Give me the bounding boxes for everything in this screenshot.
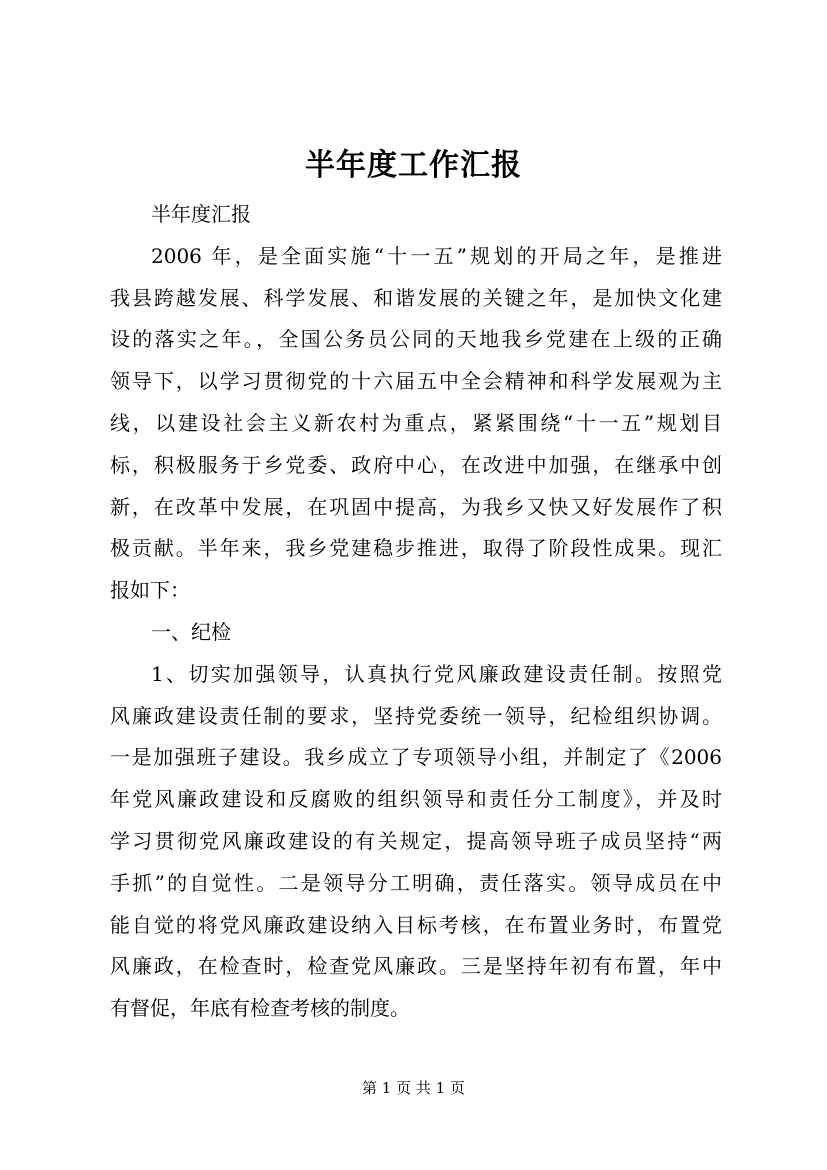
paragraph-line: 年党风廉政建设和反腐败的组织领导和责任分工制度》，并及时 bbox=[110, 787, 722, 812]
paragraph-line: 1、切实加强领导，认真执行党风廉政建设责任制。按照党 bbox=[151, 661, 722, 686]
paragraph-line: 风廉政建设责任制的要求，坚持党委统一领导，纪检组织协调。 bbox=[110, 703, 722, 728]
paragraph-line: 风廉政，在检查时，检查党风廉政。三是坚持年初有布置，年中 bbox=[110, 954, 722, 979]
document-title: 半年度工作汇报 bbox=[305, 148, 522, 183]
document-body bbox=[110, 194, 722, 1030]
paragraph-line: 设的落实之年。，全国公务员公同的天地我乡党建在上级的正确 bbox=[110, 327, 722, 352]
paragraph-line: 报如下： bbox=[110, 578, 190, 603]
paragraph-line: 极贡献。半年来，我乡党建稳步推进，取得了阶段性成果。现汇 bbox=[110, 536, 722, 561]
paragraph-line: 领导下，以学习贯彻党的十六届五中全会精神和科学发展观为主 bbox=[110, 369, 722, 394]
paragraph-line: 一是加强班子建设。我乡成立了专项领导小组，并制定了《2006 bbox=[110, 745, 722, 770]
paragraph-line: 手抓”的自觉性。二是领导分工明确，责任落实。领导成员在中 bbox=[110, 870, 722, 895]
paragraph-line: 2006 年，是全面实施“十一五”规划的开局之年，是推进 bbox=[151, 243, 722, 268]
paragraph-line: 能自觉的将党风廉政建设纳入目标考核，在布置业务时，布置党 bbox=[110, 912, 722, 937]
paragraph-line: 标，积极服务于乡党委、政府中心，在改进中加强，在继承中创 bbox=[110, 452, 722, 477]
page-footer: 第 1 页 共 1 页 bbox=[362, 1079, 465, 1097]
paragraph-line: 新，在改革中发展，在巩固中提高，为我乡又快又好发展作了积 bbox=[110, 494, 722, 519]
subtitle-line: 半年度汇报 bbox=[151, 202, 251, 226]
paragraph-line: 学习贯彻党风廉政建设的有关规定，提高领导班子成员坚持“两 bbox=[110, 828, 722, 853]
paragraph-line: 有督促，年底有检查考核的制度。 bbox=[110, 996, 410, 1021]
section-heading: 一、纪检 bbox=[151, 619, 231, 644]
paragraph-line: 我县跨越发展、科学发展、和谐发展的关键之年，是加快文化建 bbox=[110, 285, 722, 310]
paragraph-line: 线，以建设社会主义新农村为重点，紧紧围绕“十一五”规划目 bbox=[110, 410, 722, 435]
